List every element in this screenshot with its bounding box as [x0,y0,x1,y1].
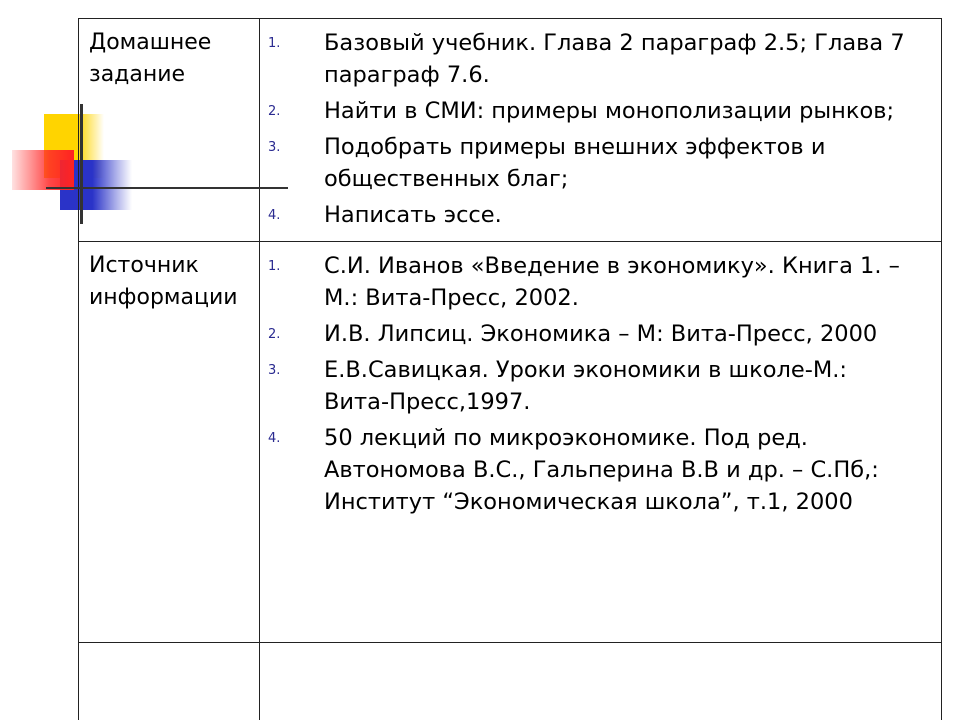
list-item-text: Е.В.Савицкая. Уроки экономики в школе-М.: Вита-Пресс,1997. [324,357,847,415]
list-item [260,27,933,91]
sources-label-cell [79,242,260,643]
list-item [260,131,933,195]
sources-content-cell [260,242,942,643]
empty-label-cell [79,643,260,720]
list-item-text: Найти в СМИ: примеры монополизации рынков; [324,98,895,124]
list-number: 4. [268,431,281,446]
assignment-table [78,18,942,720]
list-number: 3. [268,363,281,378]
homework-list [260,19,941,239]
list-number: 1. [268,36,281,51]
list-number: 3. [268,140,281,155]
empty-row [79,643,942,720]
list-item-text: Базовый учебник. Глава 2 параграф 2.5; Глава 7 параграф 7.6. [324,30,905,88]
sources-label: Источник информации [89,253,238,310]
list-item [260,95,933,127]
list-item-text: 50 лекций по микроэкономике. Под ред. Автономова В.С., Гальперина В.В и др. – С.Пб,: Институт “Экономическая школа”, т.1, 2000 [324,425,879,515]
list-item [260,422,933,518]
list-item [260,250,933,314]
homework-row [79,19,942,242]
list-item-text: Написать эссе. [324,202,502,228]
homework-label: Домашнее задание [89,30,212,87]
homework-content-cell [260,19,942,242]
list-item-text: Подобрать примеры внешних эффектов и общественных благ; [324,134,826,192]
homework-label-cell [79,19,260,242]
list-item [260,354,933,418]
list-number: 2. [268,327,281,342]
sources-row [79,242,942,643]
sources-list [260,242,941,526]
list-item [260,199,933,231]
list-number: 2. [268,104,281,119]
list-item-text: С.И. Иванов «Введение в экономику». Книга 1. – М.: Вита-Пресс, 2002. [324,253,900,311]
list-item [260,318,933,350]
red-square-decoration [12,150,74,190]
list-item-text: И.В. Липсиц. Экономика – М: Вита-Пресс, 2000 [324,321,878,347]
list-number: 1. [268,259,281,274]
empty-content-cell [260,643,942,720]
list-number: 4. [268,208,281,223]
horizontal-line-decoration [46,187,288,189]
